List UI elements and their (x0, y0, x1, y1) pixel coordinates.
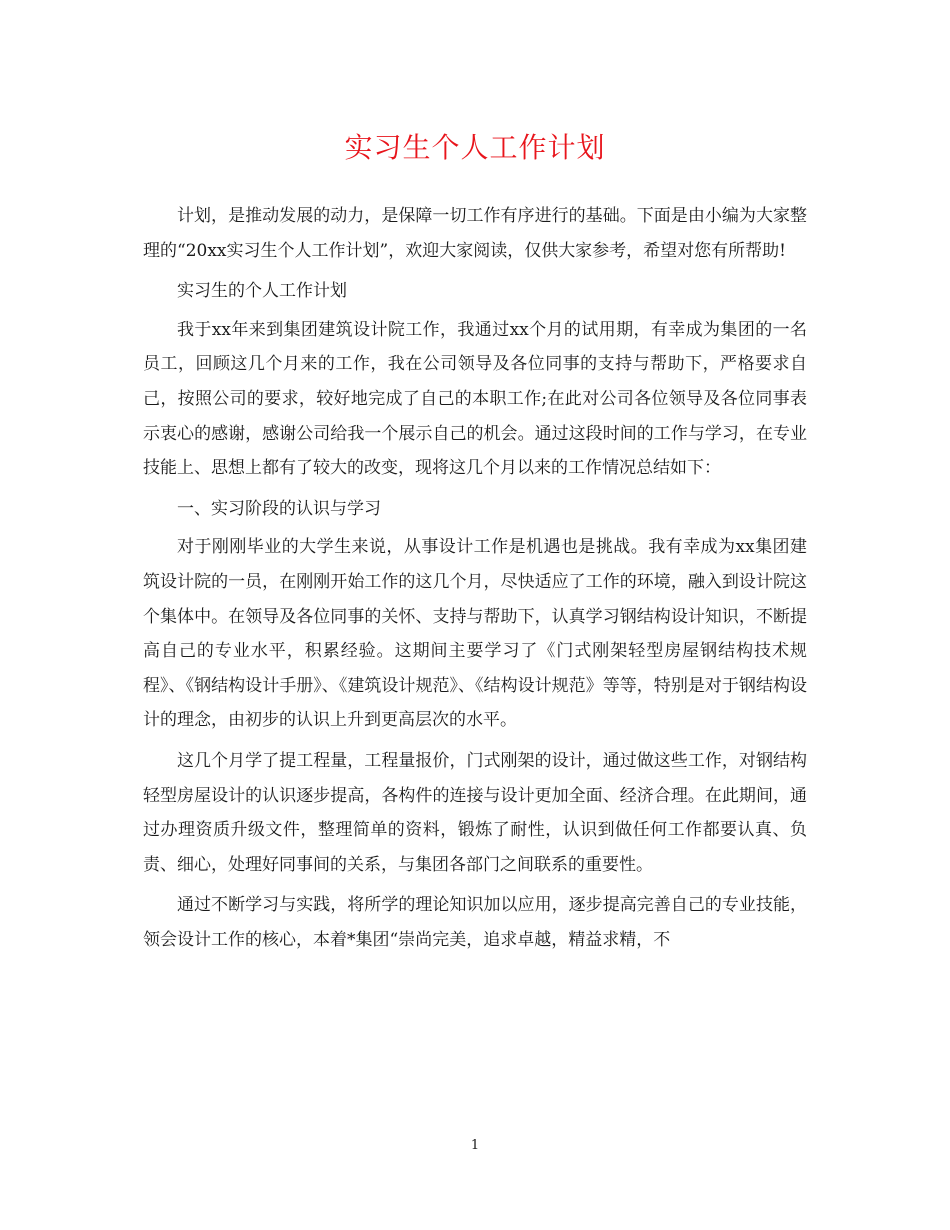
section-heading-1: 一、实习阶段的认识与学习 (177, 498, 381, 519)
paragraph-work: 这几个月学了提工程量，工程量报价，门式刚架的设计，通过做这些工作，对钢结构轻型房屋设计的认识逐步提高，各构件的连接与设计更加全面、经济合理。在此期间，通过办理资质升级文件，整理简单的资料，锻炼了耐性，认识到做任何工作都要认真、负责、细心，处理好同事间的关系，与集团各部门之间联系的重要性。 (143, 750, 807, 875)
page-number: 1 (470, 1138, 480, 1153)
intro-paragraph: 计划，是推动发展的动力，是保障一切工作有序进行的基础。下面是由小编为大家整理的“20xx实习生个人工作计划”，欢迎大家阅读，仅供大家参考，希望对您有所帮助! (143, 206, 807, 261)
paragraph-learning: 对于刚刚毕业的大学生来说，从事设计工作是机遇也是挑战。我有幸成为xx集团建筑设计院的一员，在刚刚开始工作的这几个月，尽快适应了工作的环境，融入到设计院这个集体中。在领导及各位同事的关怀、支持与帮助下，认真学习钢结构设计知识，不断提高自己的专业水平，积累经验。这期间主要学习了《门式刚架轻型房屋钢结构技术规程》、《钢结构设计手册》、《建筑设计规范》、《结构设计规范》等等，特别是对于钢结构设计的理念，由初步的认识上升到更高层次的水平。 (143, 537, 807, 731)
section-heading-plan: 实习生的个人工作计划 (177, 281, 347, 302)
paragraph-review: 我于xx年来到集团建筑设计院工作，我通过xx个月的试用期，有幸成为集团的一名员工，回顾这几个月来的工作，我在公司领导及各位同事的支持与帮助下，严格要求自己，按照公司的要求，较好地完成了自己的本职工作;在此对公司各位领导及各位同事表示衷心的感谢，感谢公司给我一个展示自己的机会。通过这段时间的工作与学习，在专业技能上、思想上都有了较大的改变，现将这几个月以来的工作情况总结如下： (143, 319, 807, 479)
paragraph-practice: 通过不断学习与实践，将所学的理论知识加以应用，逐步提高完善自己的专业技能，领会设计工作的核心，本着*集团“崇尚完美，追求卓越，精益求精，不 (143, 895, 807, 950)
document-body (143, 199, 807, 963)
page-title: 实习生个人工作计划 (344, 131, 606, 164)
